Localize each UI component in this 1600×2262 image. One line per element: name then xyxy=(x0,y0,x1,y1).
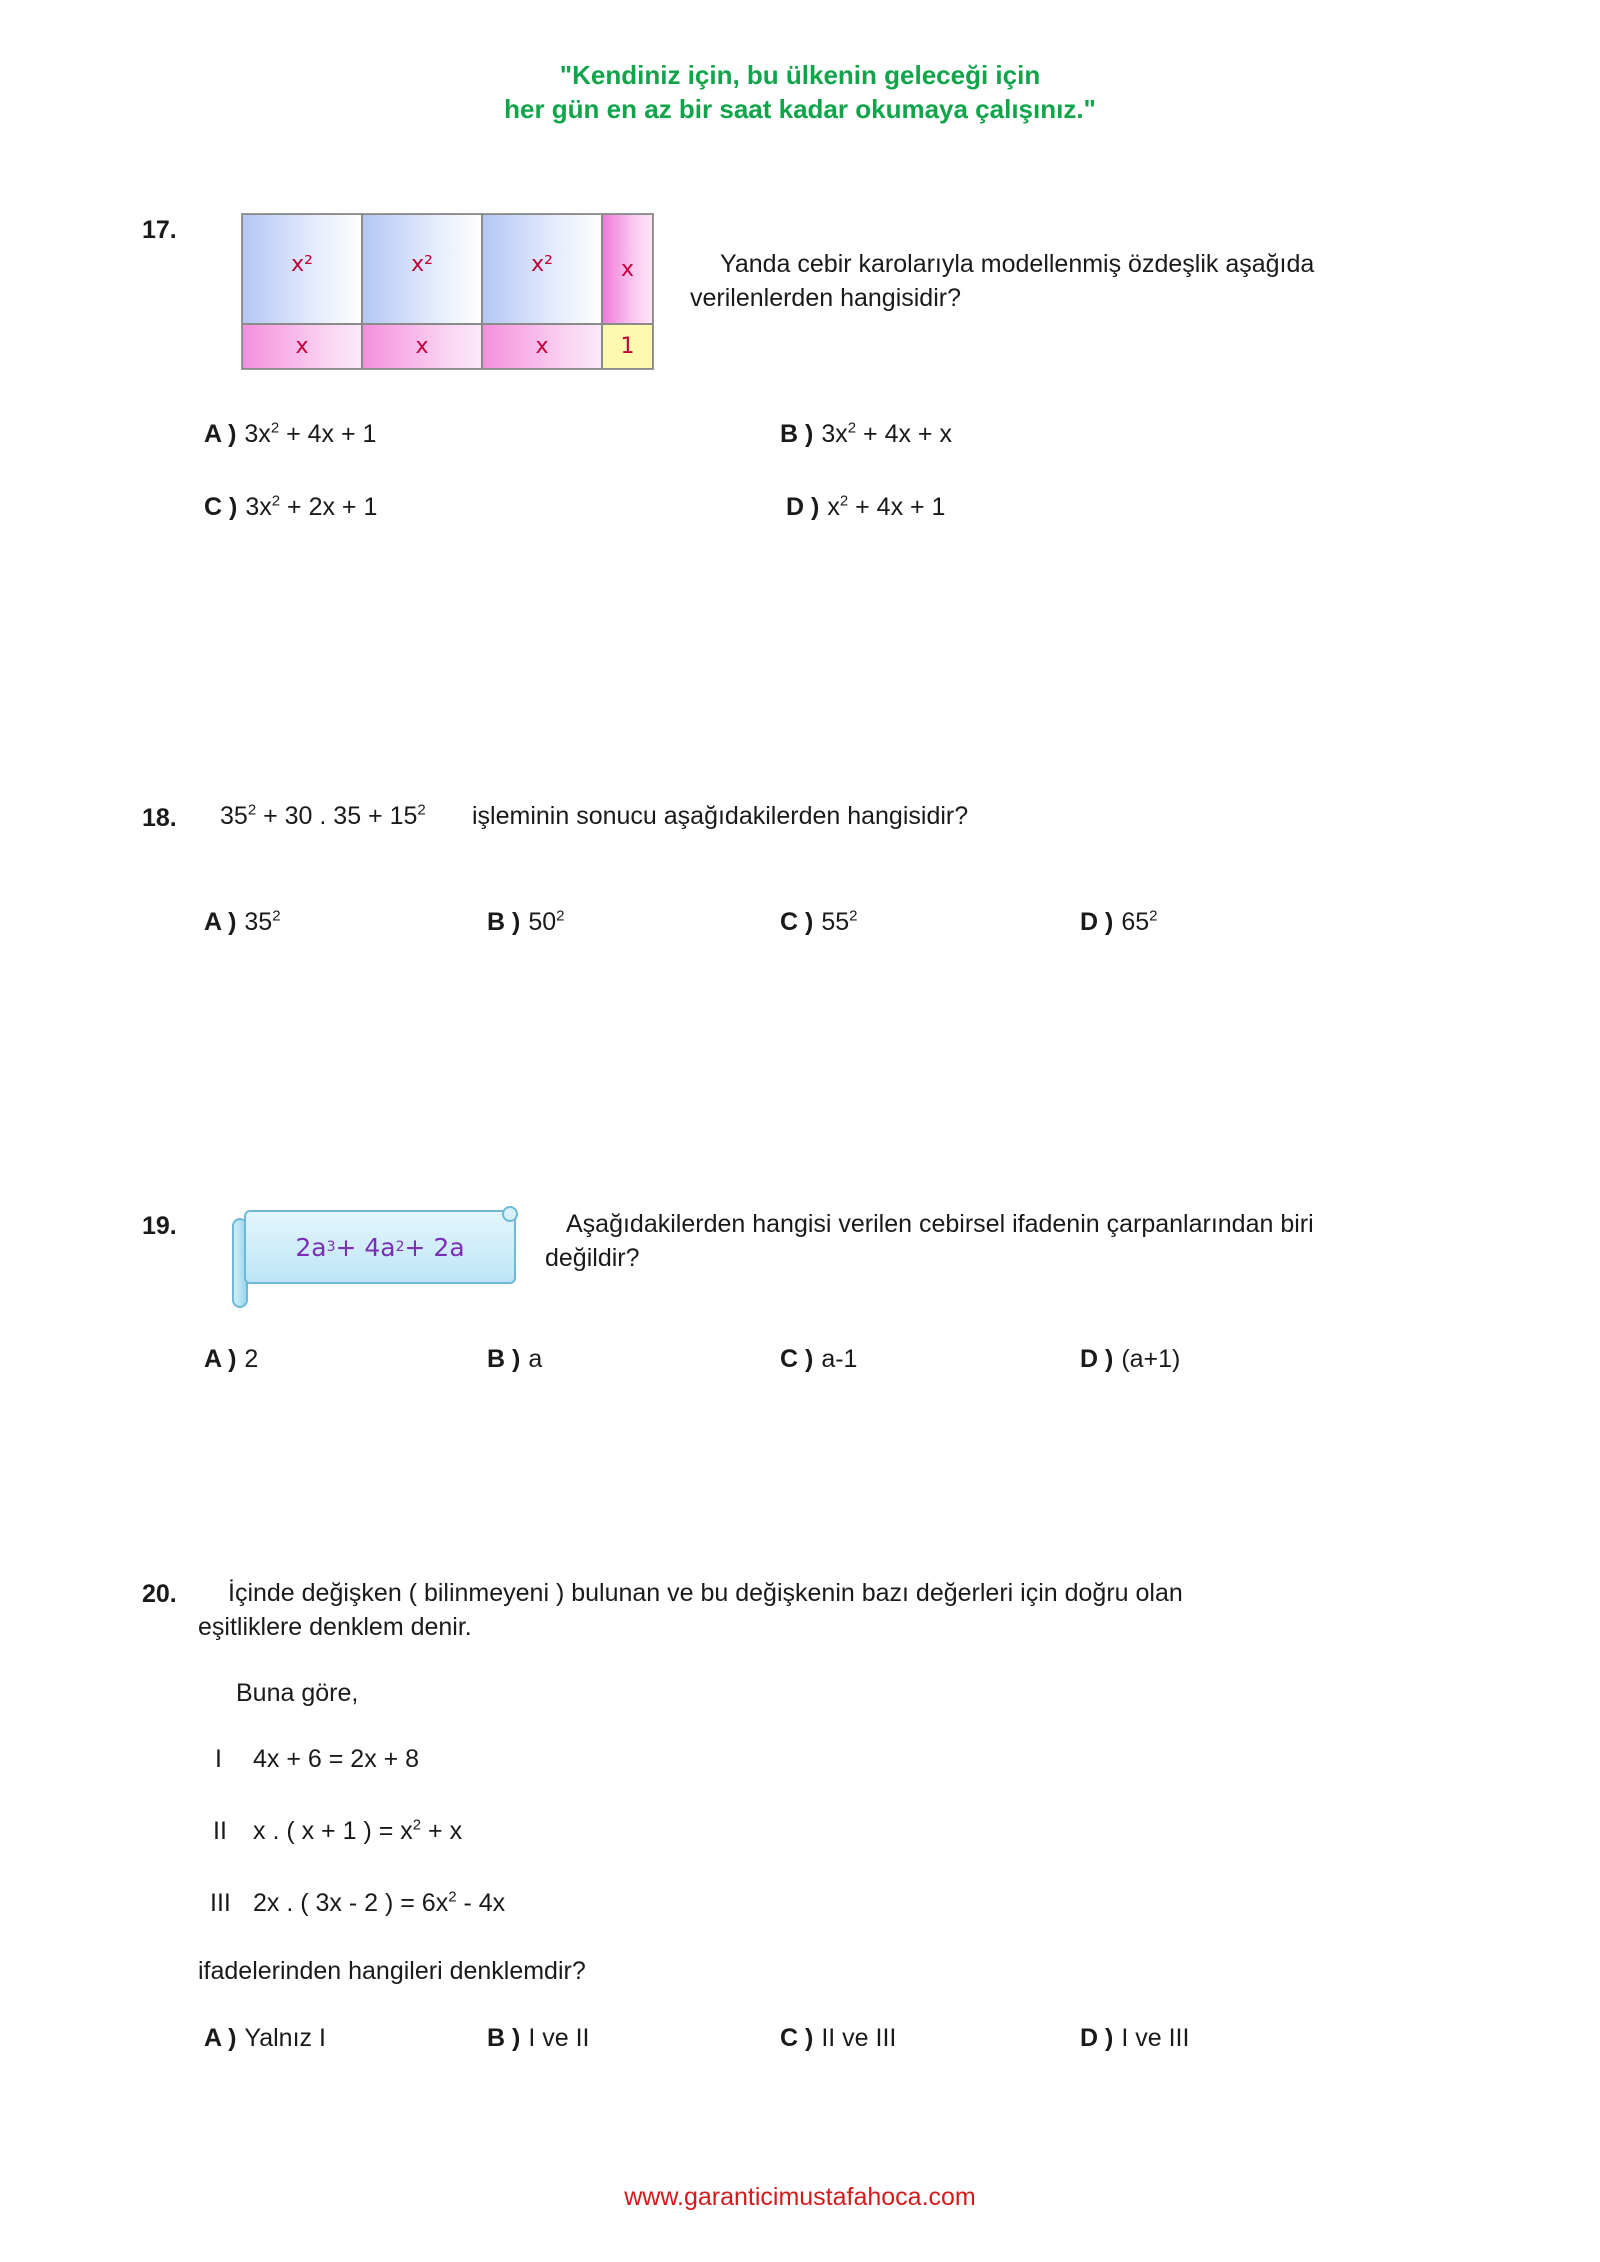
q19-option-d[interactable]: D ) (a+1) xyxy=(1080,1345,1181,1373)
q19-option-a[interactable]: A ) 2 xyxy=(204,1345,259,1373)
question-17-number: 17. xyxy=(142,216,177,244)
tile-x-squared: x² xyxy=(482,214,602,324)
question-19-text-line-1: Aşağıdakilerden hangisi verilen cebirsel ifadenin çarpanlarından biri xyxy=(566,1210,1314,1238)
question-20-question: ifadelerinden hangileri denklemdir? xyxy=(198,1957,586,1985)
tile-x-horizontal: x xyxy=(362,324,482,369)
question-17-text-line-1: Yanda cebir karolarıyla modellenmiş özdeşlik aşağıda xyxy=(720,250,1315,278)
q19-option-c[interactable]: C ) a-1 xyxy=(780,1345,858,1373)
statement-ii: II x . ( x + 1 ) = $x^2 + x$ xyxy=(213,1816,463,1845)
q17-option-c[interactable]: C ) $3x^2 + 2x + 1$ xyxy=(204,492,378,521)
question-17-text-line-2: verilenlerden hangisidir? xyxy=(690,284,961,312)
tile-x-vertical: x xyxy=(602,214,653,324)
tile-x-horizontal: x xyxy=(482,324,602,369)
scroll-expression: 2a 3 + 4a 2 + 2a xyxy=(295,1232,465,1262)
algebra-tiles-model xyxy=(241,213,654,370)
q20-option-a[interactable]: A ) Yalnız I xyxy=(204,2024,326,2052)
question-19-number: 19. xyxy=(142,1212,177,1240)
q19-option-b[interactable]: B ) a xyxy=(487,1345,543,1373)
question-18-number: 18. xyxy=(142,804,177,832)
statement-iii: III 2x . ( 3x - 2 ) = $6x^2 - 4x$ xyxy=(210,1888,506,1917)
q20-option-b[interactable]: B ) I ve II xyxy=(487,2024,590,2052)
q17-option-a[interactable]: A ) $3x^2 + 4x + 1$ xyxy=(204,419,377,448)
tile-x-horizontal: x xyxy=(242,324,362,369)
q17-option-d[interactable]: D ) $x^2 + 4x + 1$ xyxy=(786,492,946,521)
question-18-text: işleminin sonucu aşağıdakilerden hangisidir? xyxy=(472,802,969,830)
footer-url[interactable]: www.garanticimustafahoca.com xyxy=(624,2183,976,2211)
question-20-number: 20. xyxy=(142,1580,177,1608)
tile-unit: 1 xyxy=(602,324,653,369)
expression-scroll xyxy=(232,1206,518,1288)
tile-x-squared: x² xyxy=(362,214,482,324)
question-19-text-line-2: değildir? xyxy=(545,1244,640,1272)
statement-i: I 4x + 6 = 2x + 8 xyxy=(215,1745,420,1773)
question-18-expression: $35^2 + 30$ . $35 + 15^2$ xyxy=(220,801,426,830)
q20-option-d[interactable]: D ) I ve III xyxy=(1080,2024,1190,2052)
q18-option-c[interactable]: C ) $55^2$ xyxy=(780,907,858,936)
question-20-text-line-2: eşitliklere denklem denir. xyxy=(198,1613,472,1641)
q20-option-c[interactable]: C ) II ve III xyxy=(780,2024,897,2052)
q17-option-b[interactable]: B ) $3x^2 + 4x + x$ xyxy=(780,419,952,448)
question-20-intro: Buna göre, xyxy=(236,1679,359,1707)
motto-line-2: her gün en az bir saat kadar okumaya çalışınız." xyxy=(504,94,1096,124)
motto-line-1: "Kendiniz için, bu ülkenin geleceği için xyxy=(559,60,1041,90)
tile-x-squared: x² xyxy=(242,214,362,324)
q18-option-d[interactable]: D ) $65^2$ xyxy=(1080,907,1158,936)
q18-option-b[interactable]: B ) $50^2$ xyxy=(487,907,565,936)
q18-option-a[interactable]: A ) $35^2$ xyxy=(204,907,281,936)
question-20-text-line-1: İçinde değişken ( bilinmeyeni ) bulunan ve bu değişkenin bazı değerleri için doğru olan xyxy=(228,1579,1183,1607)
